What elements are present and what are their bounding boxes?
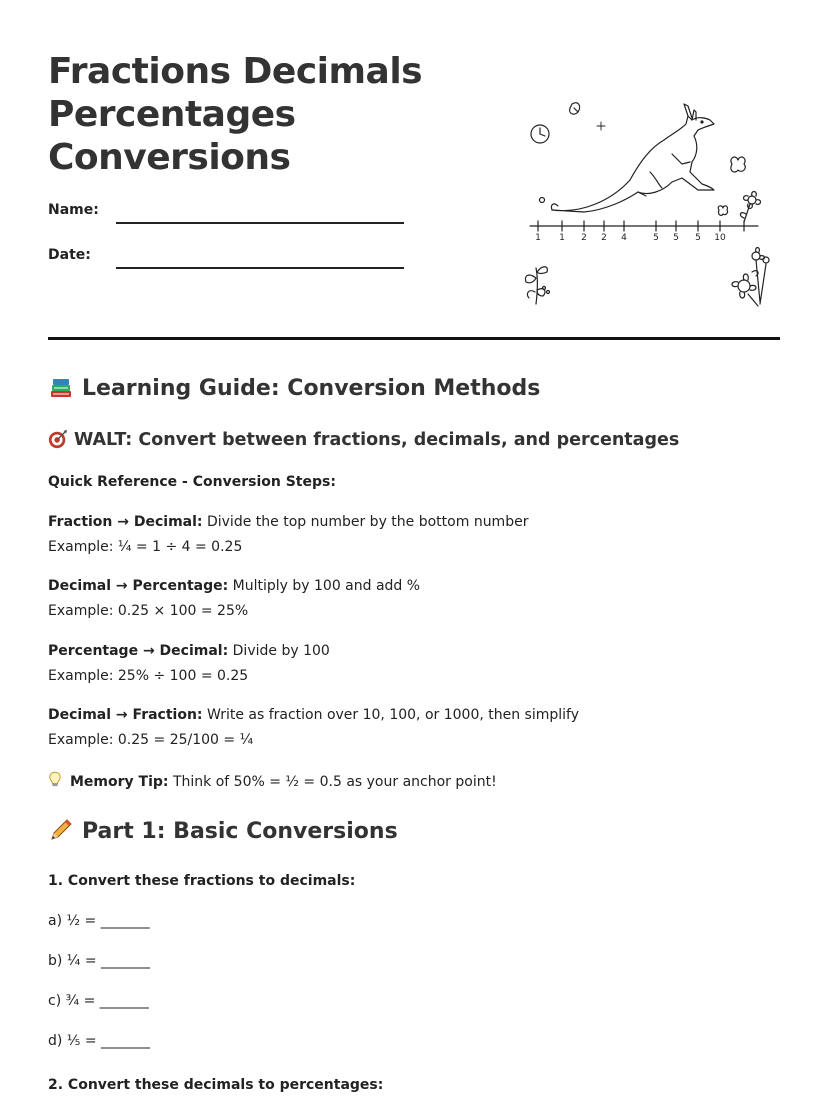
question-1b[interactable]: b) ¼ = _______ <box>48 953 150 969</box>
number-line-label: 2 <box>601 233 607 243</box>
walt-text: WALT: Convert between fractions, decimals, and percentages <box>74 430 680 450</box>
quick-reference-label: Quick Reference - Conversion Steps: <box>48 474 336 490</box>
butterfly-icon <box>731 157 745 172</box>
memory-tip <box>48 771 497 792</box>
step-description: Divide the top number by the bottom number <box>202 514 529 530</box>
step-term: Decimal → Percentage: <box>48 578 229 594</box>
question-1c[interactable]: c) ¾ = _______ <box>48 993 149 1009</box>
flower-icon <box>740 192 760 223</box>
memory-tip-text: Think of 50% = ½ = 0.5 as your anchor point! <box>168 774 497 790</box>
flower-doodle-icon <box>570 103 580 114</box>
memory-tip-label: Memory Tip: <box>70 774 169 790</box>
target-icon <box>48 428 68 450</box>
learning-guide-heading <box>48 374 540 401</box>
part1-heading <box>48 817 398 844</box>
title-line: Conversions <box>48 137 291 178</box>
step-description: Multiply by 100 and add % <box>228 578 421 594</box>
question-1a[interactable]: a) ½ = _______ <box>48 913 150 929</box>
question-1d[interactable]: d) ⅕ = _______ <box>48 1033 150 1049</box>
title-line: Fractions Decimals <box>48 51 423 92</box>
step-term: Percentage → Decimal: <box>48 643 229 659</box>
step-description: Write as fraction over 10, 100, or 1000, then simplify <box>202 707 580 723</box>
number-line-label: 10 <box>714 233 726 243</box>
butterfly-small-icon <box>718 206 727 216</box>
step-description: Divide by 100 <box>228 643 330 659</box>
step-term: Decimal → Fraction: <box>48 707 203 723</box>
section-divider <box>48 337 780 340</box>
step-example: Example: ¼ = 1 ÷ 4 = 0.25 <box>48 539 243 555</box>
step-example: Example: 25% ÷ 100 = 0.25 <box>48 668 249 684</box>
step-term: Fraction → Decimal: <box>48 514 203 530</box>
pencil-icon <box>48 817 74 843</box>
title-line: Percentages <box>48 94 296 135</box>
name-label: Name: <box>48 202 99 218</box>
kangaroo-icon <box>551 104 714 212</box>
date-field[interactable] <box>116 267 404 269</box>
part1-title: Part 1: Basic Conversions <box>82 819 398 844</box>
kangaroo-number-line-illustration <box>522 92 770 316</box>
number-line-label: 2 <box>581 233 587 243</box>
number-line-label: 5 <box>653 233 659 243</box>
step-decimal-to-fraction <box>48 705 579 725</box>
walt-heading <box>48 428 679 450</box>
date-label: Date: <box>48 247 91 263</box>
sparkle-icon <box>597 122 605 130</box>
number-line-label: 4 <box>621 233 627 243</box>
step-example: Example: 0.25 = 25/100 = ¼ <box>48 732 254 748</box>
question-1: 1. Convert these fractions to decimals: <box>48 873 356 889</box>
number-line-label: 1 <box>559 233 565 243</box>
step-percentage-to-decimal <box>48 641 330 661</box>
plant-left-icon <box>525 267 549 304</box>
step-fraction-to-decimal <box>48 512 528 532</box>
name-field[interactable] <box>116 222 404 224</box>
question-2: 2. Convert these decimals to percentages: <box>48 1077 384 1093</box>
books-icon <box>48 374 74 400</box>
number-line-label: 5 <box>695 233 701 243</box>
number-line-label: 5 <box>673 233 679 243</box>
number-line-label: 1 <box>535 233 541 243</box>
number-line <box>530 221 758 231</box>
learning-guide-title: Learning Guide: Conversion Methods <box>82 376 541 401</box>
step-example: Example: 0.25 × 100 = 25% <box>48 603 249 619</box>
flower-bouquet-icon <box>732 248 769 307</box>
step-decimal-to-percentage <box>48 576 420 596</box>
page-title <box>48 50 422 179</box>
lightbulb-icon <box>48 771 62 789</box>
